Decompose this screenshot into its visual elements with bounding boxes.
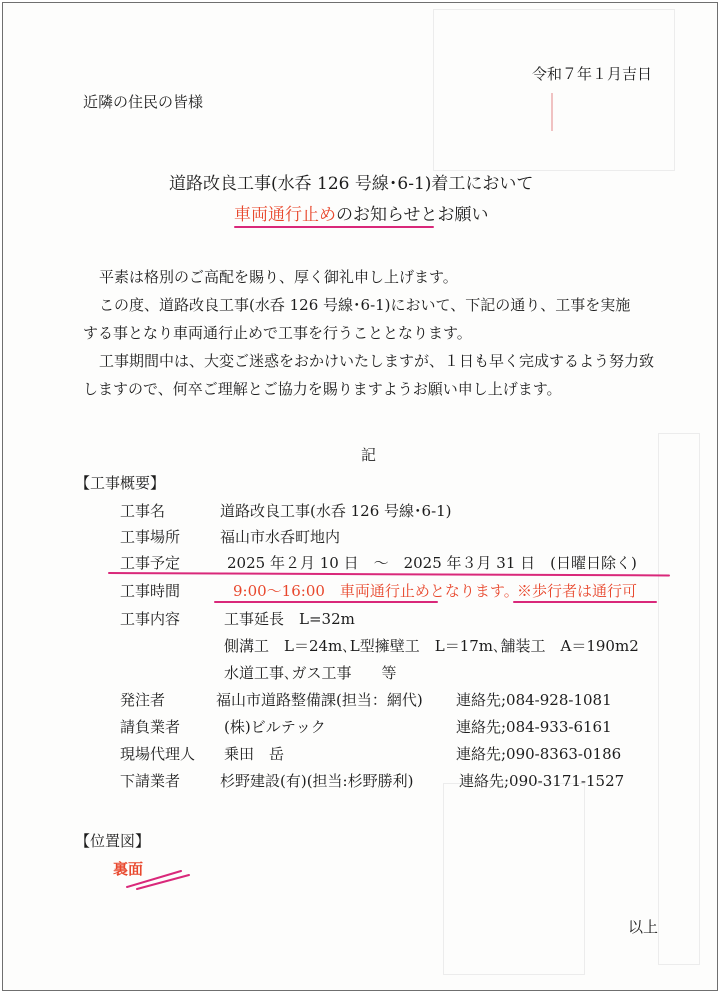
ki-marker: 記 — [361, 446, 377, 464]
label-work-schedule: 工事予定 — [120, 554, 181, 572]
value-site-agent: 乗田 岳 — [224, 745, 285, 763]
notice-document — [2, 2, 718, 991]
addressee: 近隣の住民の皆様 — [83, 93, 204, 111]
value-subcontractor: 杉野建設(有)(担当:杉野勝利) — [220, 772, 414, 790]
hours-underline-marker-2 — [513, 601, 657, 603]
value-work-content-2: 側溝工 L＝24m､L型擁壁工 L＝17m､舗装工 A＝190m2 — [224, 637, 639, 655]
value-work-content-1: 工事延長 L=32m — [224, 610, 355, 628]
label-contractor: 請負業者 — [120, 718, 181, 736]
label-work-content: 工事内容 — [120, 610, 181, 628]
contact-subcontractor: 連絡先;090-3171-1527 — [459, 772, 625, 790]
label-client: 発注者 — [120, 691, 166, 709]
show-through-frame-bottom — [443, 783, 585, 975]
show-through-frame-top — [433, 9, 675, 171]
title-notice-request: のお知らせとお願い — [336, 205, 489, 225]
label-subcontractor: 下請業者 — [120, 772, 181, 790]
title-road-closure: 車両通行止め — [234, 205, 336, 225]
map-note-scribble-marker — [123, 867, 193, 891]
overview-heading: 【工事概要】 — [75, 474, 166, 492]
map-reverse-side-note: 裏面 — [113, 860, 144, 878]
value-work-schedule: 2025 年２月 10 日 ～ 2025 年３月 31 日 (日曜日除く) — [227, 554, 637, 572]
title-underline-marker — [234, 226, 434, 228]
body-line-3: する事となり車両通行止めで工事を行うこととなります。 — [83, 324, 472, 342]
value-work-location: 福山市水呑町地内 — [220, 528, 341, 546]
value-contractor: (株)ビルテック — [224, 718, 326, 736]
title-line-1: 道路改良工事(水呑 126 号線･6-1)着工において — [169, 174, 534, 194]
issue-date: 令和７年１月吉日 — [532, 65, 653, 83]
body-line-4: 工事期間中は、大変ご迷惑をおかけいたしますが、１日も早く完成するよう努力致 — [99, 352, 655, 370]
closing-mark: 以上 — [628, 918, 659, 936]
contact-contractor: 連絡先;084-933-6161 — [456, 718, 612, 736]
label-work-name: 工事名 — [120, 502, 166, 520]
label-work-hours: 工事時間 — [120, 582, 181, 600]
contact-site-agent: 連絡先;090-8363-0186 — [456, 745, 622, 763]
contact-client: 連絡先;084-928-1081 — [456, 691, 612, 709]
title-line-2 — [234, 204, 489, 226]
pedestrian-note: ※歩行者は通行可 — [517, 582, 638, 600]
body-line-2: この度、道路改良工事(水呑 126 号線･6-1)において、下記の通り、工事を実施 — [99, 296, 631, 314]
value-work-content-3: 水道工事､ガス工事 等 — [224, 664, 397, 682]
body-line-5: しますので、何卒ご理解とご協力を賜りますようお願い申し上げます。 — [83, 380, 562, 398]
label-work-location: 工事場所 — [120, 528, 181, 546]
hours-underline-marker-1 — [214, 601, 438, 603]
body-line-1: 平素は格別のご高配を賜り、厚く御礼申し上げます。 — [99, 268, 458, 286]
map-heading: 【位置図】 — [75, 832, 151, 850]
show-through-mark — [551, 93, 553, 131]
label-site-agent: 現場代理人 — [120, 745, 196, 763]
show-through-frame-right — [658, 433, 700, 965]
value-work-hours: 9:00～16:00 車両通行止めとなります。 — [233, 582, 519, 600]
value-work-name: 道路改良工事(水呑 126 号線･6-1) — [220, 502, 452, 520]
value-client: 福山市道路整備課(担当：網代) — [216, 691, 423, 709]
